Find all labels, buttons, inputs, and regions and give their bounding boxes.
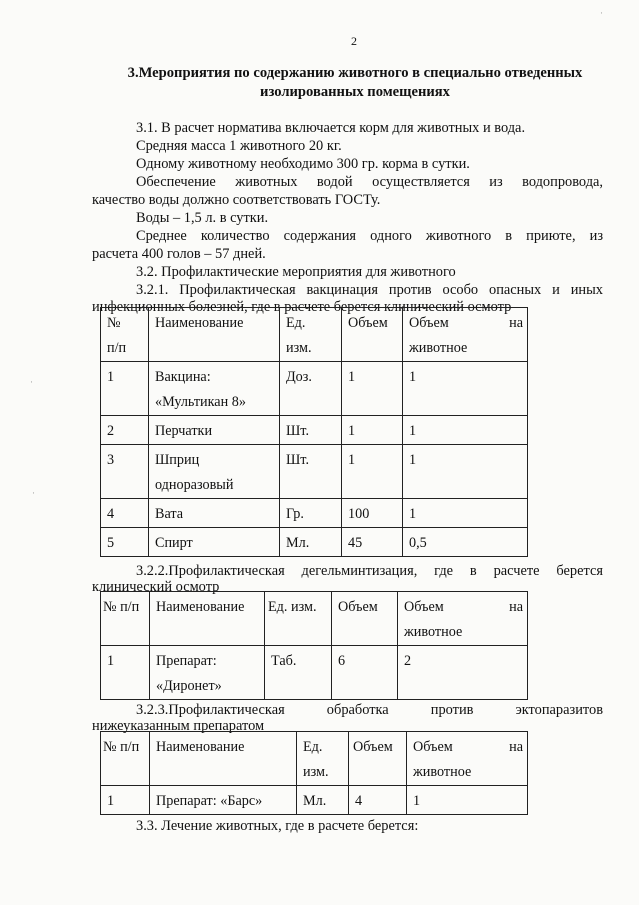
row-volume: 1	[342, 416, 403, 445]
paragraph-3-2-3-line-1: 3.2.3.Профилактическая обработка против эктопаразитов	[136, 702, 603, 718]
scan-speck: ·	[600, 8, 603, 18]
paragraph-average-line-1: Среднее количество содержания одного животного в приюте, из	[136, 228, 603, 244]
paragraph-mass: Средняя масса 1 животного 20 кг.	[136, 138, 342, 154]
header-per-animal	[403, 308, 528, 362]
row-per-animal: 2	[398, 646, 528, 700]
row-name-line-2: одноразовый	[155, 477, 234, 493]
header-per-animal-line-2: животное	[409, 340, 468, 356]
header-per-animal	[398, 592, 528, 646]
row-name: Перчатки	[149, 416, 280, 445]
row-name-line-2: «Диронет»	[156, 678, 222, 694]
row-name	[149, 362, 280, 416]
paragraph-average-line-2: расчета 400 голов – 57 дней.	[92, 246, 266, 262]
header-name: Наименование	[149, 308, 280, 362]
heading-line-2: изолированных помещениях	[260, 84, 450, 100]
page-number: 2	[351, 34, 357, 48]
row-num: 2	[101, 416, 149, 445]
header-num	[101, 308, 149, 362]
row-volume: 4	[349, 786, 407, 815]
deworming-table	[100, 591, 528, 700]
row-unit: Шт.	[280, 416, 342, 445]
paragraph-3-1: 3.1. В расчет норматива включается корм для животных и вода.	[136, 120, 526, 136]
row-name: Спирт	[149, 528, 280, 557]
header-volume: Объем	[342, 308, 403, 362]
row-name	[150, 646, 265, 700]
row-volume: 45	[342, 528, 403, 557]
row-unit: Мл.	[297, 786, 349, 815]
table-row	[101, 646, 528, 700]
paragraph-3-3: 3.3. Лечение животных, где в расчете берется:	[136, 818, 419, 834]
header-unit	[280, 308, 342, 362]
header-name: Наименование	[150, 732, 297, 786]
row-per-animal: 1	[403, 445, 528, 499]
row-unit: Таб.	[265, 646, 332, 700]
row-per-animal: 1	[403, 416, 528, 445]
scan-speck: ·	[30, 377, 33, 387]
row-volume: 1	[342, 445, 403, 499]
paragraph-3-2-1-line-2: инфекционных болезней, где в расчете берется клинический осмотр	[92, 299, 512, 315]
table-header-row	[101, 592, 528, 646]
row-per-animal: 1	[407, 786, 528, 815]
header-volume: Объем	[349, 732, 407, 786]
header-per-animal-line-1: Объем на	[404, 599, 523, 615]
row-per-animal: 1	[403, 499, 528, 528]
paragraph-3-2-2-line-1: 3.2.2.Профилактическая дегельминтизация, где в расчете берется	[136, 563, 603, 579]
table-row	[101, 445, 528, 499]
header-num-line-2: п/п	[107, 340, 127, 356]
vaccination-table	[100, 307, 528, 557]
row-name: Вата	[149, 499, 280, 528]
row-num: 4	[101, 499, 149, 528]
section-heading	[100, 64, 610, 102]
row-name-line-2: «Мультикан 8»	[155, 394, 246, 410]
scan-speck: ·	[32, 488, 35, 498]
table-row	[101, 499, 528, 528]
row-num: 1	[101, 786, 150, 815]
row-num: 3	[101, 445, 149, 499]
header-per-animal-line-1: Объем на	[409, 315, 523, 331]
header-unit: Ед. изм.	[265, 592, 332, 646]
row-name-line-1: Вакцина:	[155, 369, 211, 385]
header-per-animal-line-2: животное	[404, 624, 463, 640]
row-unit: Шт.	[280, 445, 342, 499]
ectoparasite-table	[100, 731, 528, 815]
paragraph-3-2-2-line-2: клинический осмотр	[92, 579, 220, 595]
paragraph-water-line-1: Обеспечение животных водой осуществляется из водопровода,	[136, 174, 603, 190]
header-num-line-1: №	[107, 315, 121, 331]
paragraph-3-2-3-line-2: нижеуказанным препаратом	[92, 718, 265, 734]
header-unit-line-1: Ед.	[286, 315, 306, 331]
paragraph-3-2-1-line-1: 3.2.1. Профилактическая вакцинация против особо опасных и иных	[136, 282, 603, 298]
header-unit-line-2: изм.	[303, 764, 329, 780]
paragraph-water-amount: Воды – 1,5 л. в сутки.	[136, 210, 269, 226]
row-num: 5	[101, 528, 149, 557]
header-per-animal-line-2: животное	[413, 764, 472, 780]
row-num: 1	[101, 362, 149, 416]
header-unit-line-2: изм.	[286, 340, 312, 356]
row-volume: 100	[342, 499, 403, 528]
table-header-row	[101, 308, 528, 362]
heading-line-1: 3.Мероприятия по содержанию животного в специально отведенных	[127, 65, 583, 81]
row-name: Препарат: «Барс»	[150, 786, 297, 815]
table-row	[101, 416, 528, 445]
table-row	[101, 528, 528, 557]
row-unit: Доз.	[280, 362, 342, 416]
table-row	[101, 362, 528, 416]
row-volume: 1	[342, 362, 403, 416]
header-num: № п/п	[101, 592, 150, 646]
row-num: 1	[101, 646, 150, 700]
paragraph-water-line-2: качество воды должно соответствовать ГОСТу.	[92, 192, 381, 208]
table-header-row	[101, 732, 528, 786]
paragraph-feed: Одному животному необходимо 300 гр. корма в сутки.	[136, 156, 470, 172]
row-name-line-1: Препарат:	[156, 653, 217, 669]
header-num: № п/п	[101, 732, 150, 786]
row-per-animal: 0,5	[403, 528, 528, 557]
header-per-animal-line-1: Объем на	[413, 739, 523, 755]
header-name: Наименование	[150, 592, 265, 646]
row-unit: Гр.	[280, 499, 342, 528]
row-unit: Мл.	[280, 528, 342, 557]
header-volume: Объем	[332, 592, 398, 646]
row-volume: 6	[332, 646, 398, 700]
header-per-animal	[407, 732, 528, 786]
row-per-animal: 1	[403, 362, 528, 416]
table-row	[101, 786, 528, 815]
header-unit	[297, 732, 349, 786]
paragraph-3-2: 3.2. Профилактические мероприятия для животного	[136, 264, 456, 280]
row-name-line-1: Шприц	[155, 452, 200, 468]
header-unit-line-1: Ед.	[303, 739, 323, 755]
row-name	[149, 445, 280, 499]
